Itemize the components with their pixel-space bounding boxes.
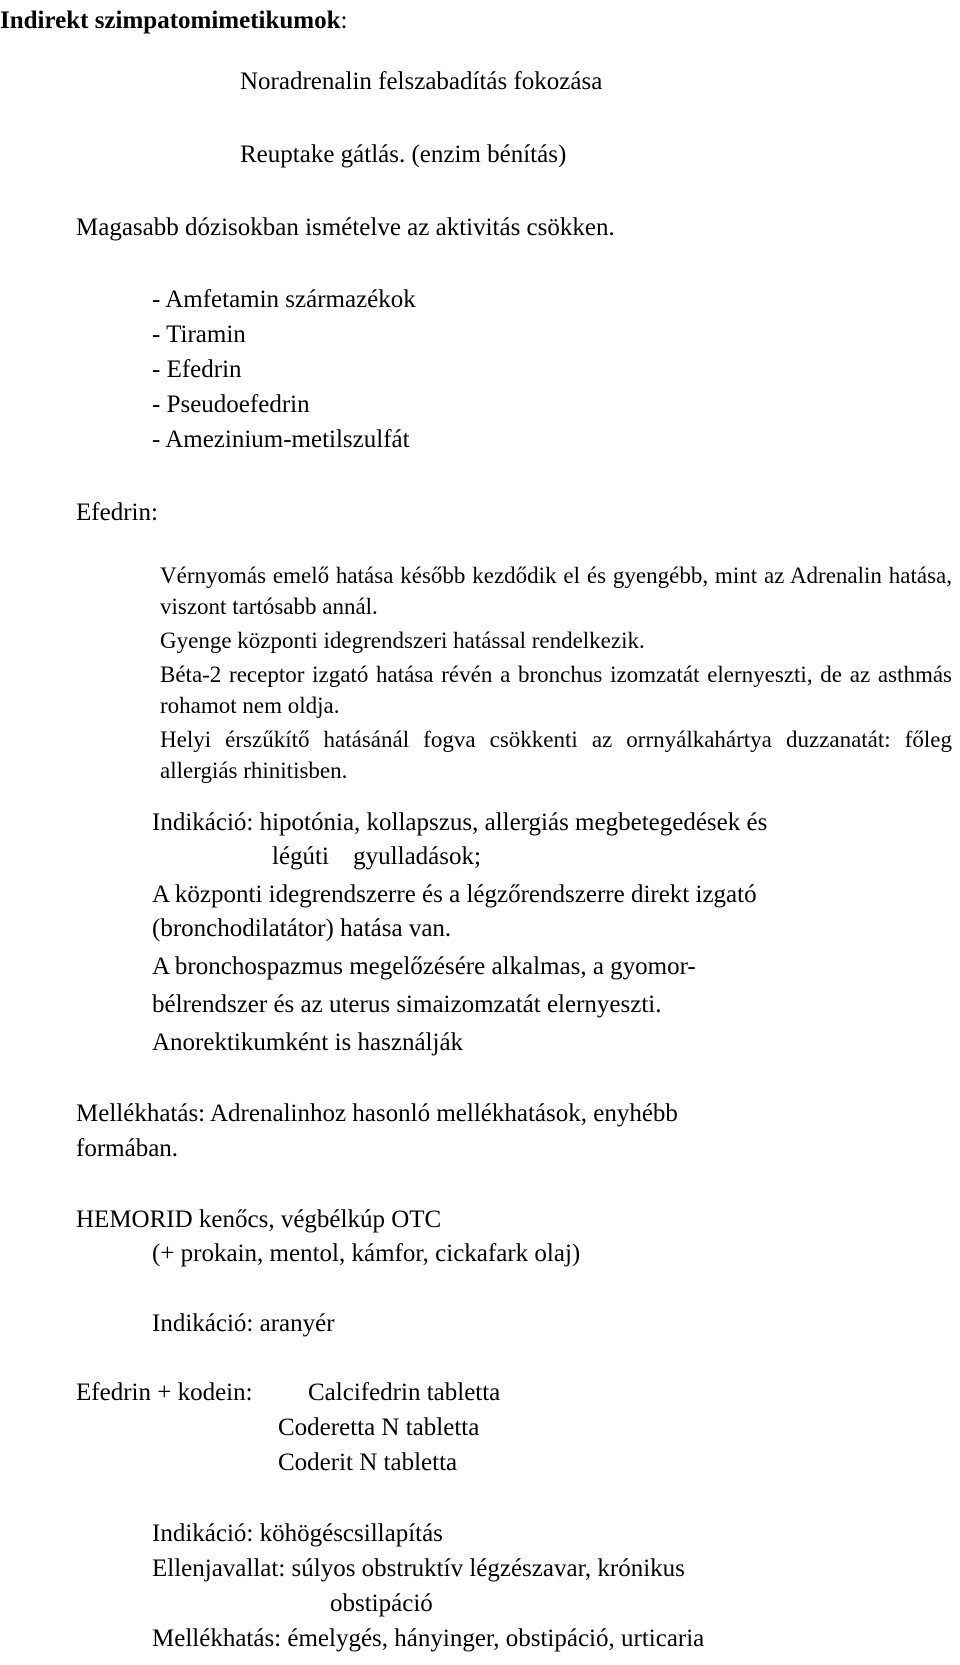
mechanism-line-1: Noradrenalin felszabadítás fokozása [240, 68, 603, 95]
indication-line-2: légúti gyulladások; [272, 843, 481, 870]
list-item: - Pseudoefedrin [152, 391, 310, 418]
combination-side-effects: Mellékhatás: émelygés, hányinger, obstipáció, urticaria [152, 1625, 705, 1652]
combination-product: Calcifedrin tabletta [308, 1379, 501, 1406]
bronchospasm-line-2: bélrendszer és az uterus simaizomzatát elernyeszti. [152, 991, 662, 1018]
page-title-colon: : [340, 7, 348, 34]
side-effect-line-2: formában. [76, 1135, 179, 1162]
efedrin-heading: Efedrin: [76, 499, 158, 526]
combination-label: Efedrin + kodein: [76, 1379, 253, 1406]
list-item: - Amfetamin származékok [152, 286, 416, 313]
combination-indication: Indikáció: köhögéscsillapítás [152, 1520, 443, 1547]
property-paragraph: Vérnyomás emelő hatása később kezdődik el és gyengébb, mint az Adrenalin hatása, viszont tartósabb annál. [160, 563, 952, 619]
drug-list [152, 282, 416, 457]
contraindication-line-1: Ellenjavallat: súlyos obstruktív légzészavar, krónikus [152, 1555, 685, 1582]
tolerance-note: Magasabb dózisokban ismételve az aktivitás csökken. [76, 214, 615, 241]
property-paragraph: Béta-2 receptor izgató hatása révén a bronchus izomzatát elernyeszti, de az asthmás rohamot nem oldja. [160, 662, 952, 718]
indication-block [152, 806, 942, 1060]
anorectic-text: Anorektikumként is használják [152, 1029, 464, 1056]
efedrin-properties [160, 560, 952, 789]
bronchospasm-line-1: A bronchospazmus megelőzésére alkalmas, a gyomor- [152, 953, 696, 980]
property-paragraph: Helyi érszűkítő hatásánál fogva csökkenti az orrnyálkahártya duzzanatát: főleg allergiás rhinitisben. [160, 727, 952, 783]
list-item: - Amezinium-metilszulfát [152, 426, 410, 453]
page-title [0, 4, 347, 38]
hemorid-ingredients: (+ prokain, mentol, kámfor, cickafark olaj) [152, 1240, 581, 1267]
hemorid-product: HEMORID kenőcs, végbélkúp OTC [76, 1206, 442, 1233]
hemorid-indication: Indikáció: aranyér [152, 1310, 335, 1337]
combination-product: Coderetta N tabletta [278, 1414, 480, 1441]
list-item: - Tiramin [152, 321, 246, 348]
page-title-text: Indirekt szimpatomimetikumok [0, 7, 341, 34]
combination-product: Coderit N tabletta [278, 1449, 458, 1476]
side-effect-line-1: Mellékhatás: Adrenalinhoz hasonló mellékhatások, enyhébb [76, 1100, 678, 1127]
contraindication-line-2: obstipáció [330, 1590, 433, 1617]
cns-effect-text: A központi idegrendszerre és a légzőrendszerre direkt izgató (bronchodilatátor) hatása van. [152, 881, 757, 942]
indication-line-1: Indikáció: hipotónia, kollapszus, allergiás megbetegedések és [152, 809, 768, 836]
list-item: - Efedrin [152, 356, 242, 383]
property-paragraph: Gyenge központi idegrendszeri hatással rendelkezik. [160, 628, 645, 653]
mechanism-line-2: Reuptake gátlás. (enzim bénítás) [240, 141, 567, 168]
